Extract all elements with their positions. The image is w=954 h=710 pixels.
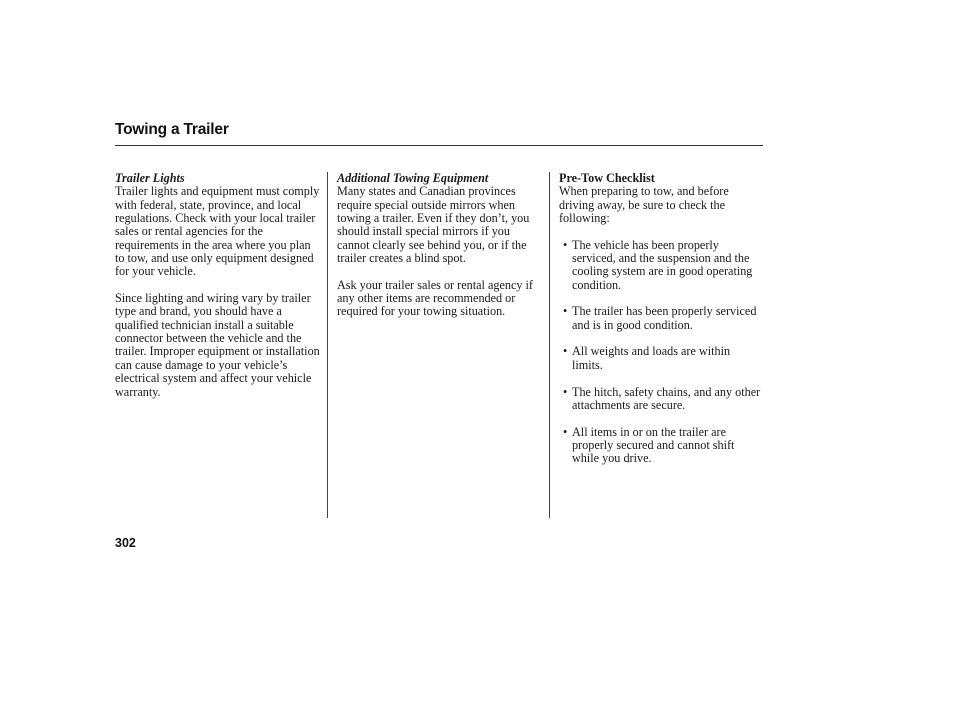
title-divider [115, 145, 763, 146]
pre-tow-checklist [559, 239, 763, 466]
checklist-item-text: The trailer has been properly serviced and is in good condition. [572, 304, 757, 332]
pre-tow-checklist-intro: When preparing to tow, and before driving away, be sure to check the following: [559, 184, 729, 226]
page-number: 302 [115, 536, 136, 550]
checklist-item [559, 239, 763, 292]
trailer-lights-paragraph: Since lighting and wiring vary by trailer type and brand, you should have a qualified technician install a suitable connector between the vehicle and the trailer. Improper equipment or installation can cause damage to your vehicle’s electrical system and affect your vehicle warranty. [115, 291, 320, 399]
bullet-icon: • [563, 344, 568, 359]
page-title: Towing a Trailer [115, 121, 229, 138]
trailer-lights-paragraph: Trailer lights and equipment must comply with federal, state, province, and local regulations. Check with your local trailer sales or rental agencies for the requirements in the area where you plan to tow, and use only equipment designed for your vehicle. [115, 184, 320, 279]
checklist-item-text: All items in or on the trailer are properly secured and cannot shift while you drive. [572, 424, 735, 466]
trailer-lights-column [115, 172, 321, 412]
additional-equipment-column [337, 172, 543, 332]
bullet-icon: • [563, 237, 568, 252]
column-divider [327, 172, 328, 518]
checklist-item [559, 305, 763, 332]
checklist-item-text: The vehicle has been properly serviced, and the suspension and the cooling system are in good operating condition. [572, 237, 753, 292]
additional-equipment-heading: Additional Towing Equipment [337, 171, 489, 185]
trailer-lights-heading: Trailer Lights [115, 171, 185, 185]
additional-equipment-paragraph: Many states and Canadian provinces require special outside mirrors when towing a trailer. Even if they don’t, you should install special mirrors if you cannot clearly see behind you, or if the trailer creates a blind spot. [337, 184, 530, 266]
checklist-item-text: All weights and loads are within limits. [572, 344, 731, 372]
column-divider [549, 172, 550, 518]
pre-tow-checklist-heading: Pre-Tow Checklist [559, 171, 655, 185]
additional-equipment-paragraph: Ask your trailer sales or rental agency if any other items are recommended or required for your towing situation. [337, 277, 533, 319]
checklist-item [559, 345, 763, 372]
checklist-item [559, 386, 763, 413]
bullet-icon: • [563, 304, 568, 319]
checklist-item [559, 426, 763, 466]
checklist-item-text: The hitch, safety chains, and any other attachments are secure. [572, 384, 761, 412]
bullet-icon: • [563, 384, 568, 399]
bullet-icon: • [563, 424, 568, 439]
pre-tow-checklist-column [559, 172, 763, 479]
